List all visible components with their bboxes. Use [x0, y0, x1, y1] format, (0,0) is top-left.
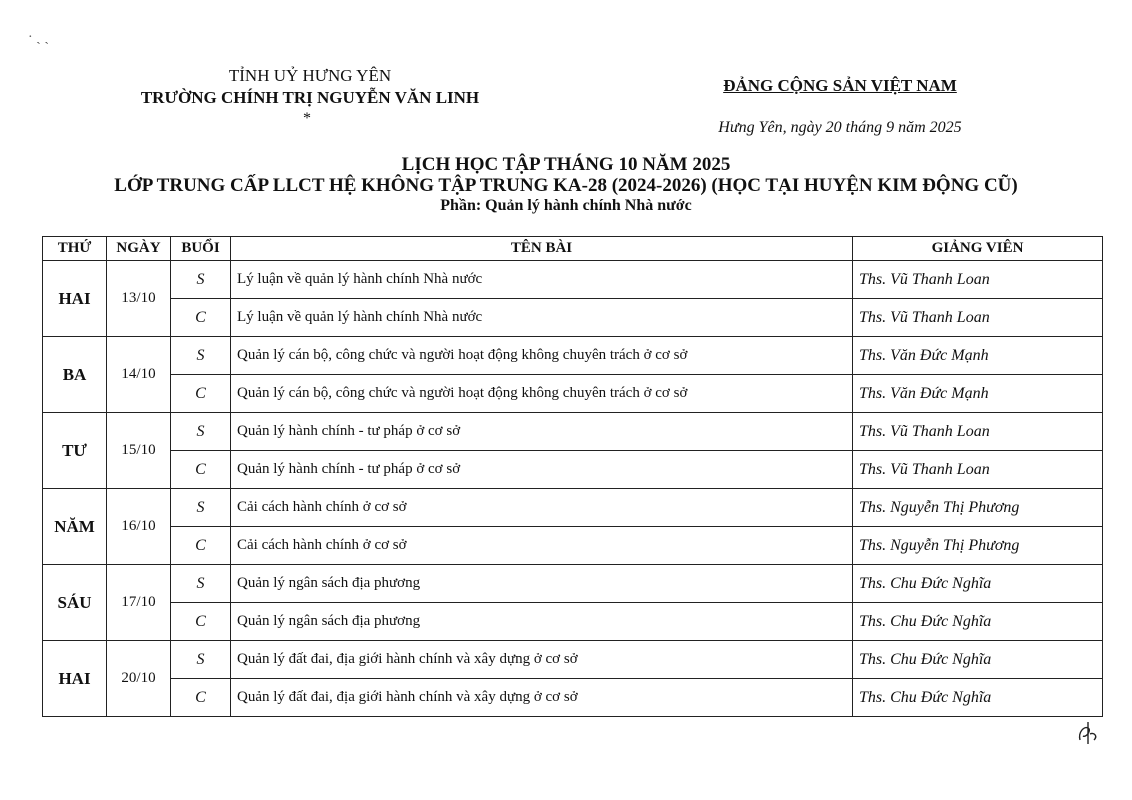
table-row [43, 679, 1103, 717]
lecturer-cell: Ths. Chu Đức Nghĩa [853, 641, 1103, 679]
initials-signature [1074, 718, 1102, 746]
lesson-cell: Quản lý ngân sách địa phương [231, 565, 853, 603]
lesson-cell: Quản lý đất đai, địa giới hành chính và xây dựng ở cơ sở [231, 641, 853, 679]
dateline: Hưng Yên, ngày 20 tháng 9 năm 2025 [718, 119, 962, 136]
lecturer-cell: Ths. Văn Đức Mạnh [853, 375, 1103, 413]
header-buoi: BUỔI [171, 237, 231, 261]
lecturer-cell: Ths. Văn Đức Mạnh [853, 337, 1103, 375]
day-cell: SÁU [43, 565, 107, 641]
table-row [43, 375, 1103, 413]
header-ngay: NGÀY [107, 237, 171, 261]
session-cell: S [171, 565, 231, 603]
table-row [43, 451, 1103, 489]
lesson-cell: Quản lý ngân sách địa phương [231, 603, 853, 641]
table-row [43, 489, 1103, 527]
lesson-cell: Cải cách hành chính ở cơ sở [231, 489, 853, 527]
session-cell: S [171, 641, 231, 679]
day-cell: HAI [43, 641, 107, 717]
table-row [43, 565, 1103, 603]
schedule-table [42, 236, 1103, 717]
date-cell: 13/10 [107, 261, 171, 337]
lecturer-cell: Ths. Chu Đức Nghĩa [853, 679, 1103, 717]
session-cell: S [171, 261, 231, 299]
lecturer-cell: Ths. Chu Đức Nghĩa [853, 565, 1103, 603]
session-cell: C [171, 299, 231, 337]
lesson-cell: Quản lý cán bộ, công chức và người hoạt động không chuyên trách ở cơ sở [231, 375, 853, 413]
lecturer-cell: Ths. Vũ Thanh Loan [853, 451, 1103, 489]
header-giang-vien: GIẢNG VIÊN [853, 237, 1103, 261]
lesson-cell: Cải cách hành chính ở cơ sở [231, 527, 853, 565]
table-row [43, 641, 1103, 679]
day-cell: BA [43, 337, 107, 413]
date-cell: 17/10 [107, 565, 171, 641]
lesson-cell: Quản lý hành chính - tư pháp ở cơ sở [231, 413, 853, 451]
session-cell: C [171, 375, 231, 413]
lecturer-cell: Ths. Chu Đức Nghĩa [853, 603, 1103, 641]
session-cell: S [171, 413, 231, 451]
session-cell: S [171, 337, 231, 375]
date-cell: 16/10 [107, 489, 171, 565]
lesson-cell: Quản lý cán bộ, công chức và người hoạt động không chuyên trách ở cơ sở [231, 337, 853, 375]
lecturer-cell: Ths. Nguyễn Thị Phương [853, 527, 1103, 565]
lecturer-cell: Ths. Vũ Thanh Loan [853, 413, 1103, 451]
day-cell: NĂM [43, 489, 107, 565]
org-province: TỈNH UỶ HƯNG YÊN [228, 66, 392, 85]
table-row [43, 413, 1103, 451]
session-cell: C [171, 603, 231, 641]
doc-title: LỊCH HỌC TẬP THÁNG 10 NĂM 2025 [401, 154, 731, 175]
lesson-cell: Lý luận về quản lý hành chính Nhà nước [231, 299, 853, 337]
lecturer-cell: Ths. Vũ Thanh Loan [853, 299, 1103, 337]
session-cell: C [171, 527, 231, 565]
table-row [43, 603, 1103, 641]
header-ten-bai: TÊN BÀI [231, 237, 853, 261]
org-star: * [303, 110, 311, 127]
date-cell: 15/10 [107, 413, 171, 489]
table-row [43, 527, 1103, 565]
header-thu: THỨ [43, 237, 107, 261]
lecturer-cell: Ths. Vũ Thanh Loan [853, 261, 1103, 299]
session-cell: C [171, 679, 231, 717]
table-row [43, 337, 1103, 375]
session-cell: S [171, 489, 231, 527]
doc-subtitle: LỚP TRUNG CẤP LLCT HỆ KHÔNG TẬP TRUNG KA-28 (2024-2026) (HỌC TẠI HUYỆN KIM ĐỘNG CŨ) [114, 175, 1018, 196]
org-school: TRƯỜNG CHÍNH TRỊ NGUYỄN VĂN LINH [140, 88, 480, 107]
lecturer-cell: Ths. Nguyễn Thị Phương [853, 489, 1103, 527]
table-header-row [43, 237, 1103, 261]
day-cell: TƯ [43, 413, 107, 489]
lesson-cell: Quản lý đất đai, địa giới hành chính và xây dựng ở cơ sở [231, 679, 853, 717]
session-cell: C [171, 451, 231, 489]
lesson-cell: Lý luận về quản lý hành chính Nhà nước [231, 261, 853, 299]
doc-section: Phần: Quản lý hành chính Nhà nước [440, 197, 692, 214]
day-cell: HAI [43, 261, 107, 337]
lesson-cell: Quản lý hành chính - tư pháp ở cơ sở [231, 451, 853, 489]
party-motto: ĐẢNG CỘNG SẢN VIỆT NAM [723, 76, 957, 95]
date-cell: 20/10 [107, 641, 171, 717]
date-cell: 14/10 [107, 337, 171, 413]
table-row [43, 299, 1103, 337]
table-row [43, 261, 1103, 299]
scan-speck: · ˎ ˏ [28, 30, 49, 45]
